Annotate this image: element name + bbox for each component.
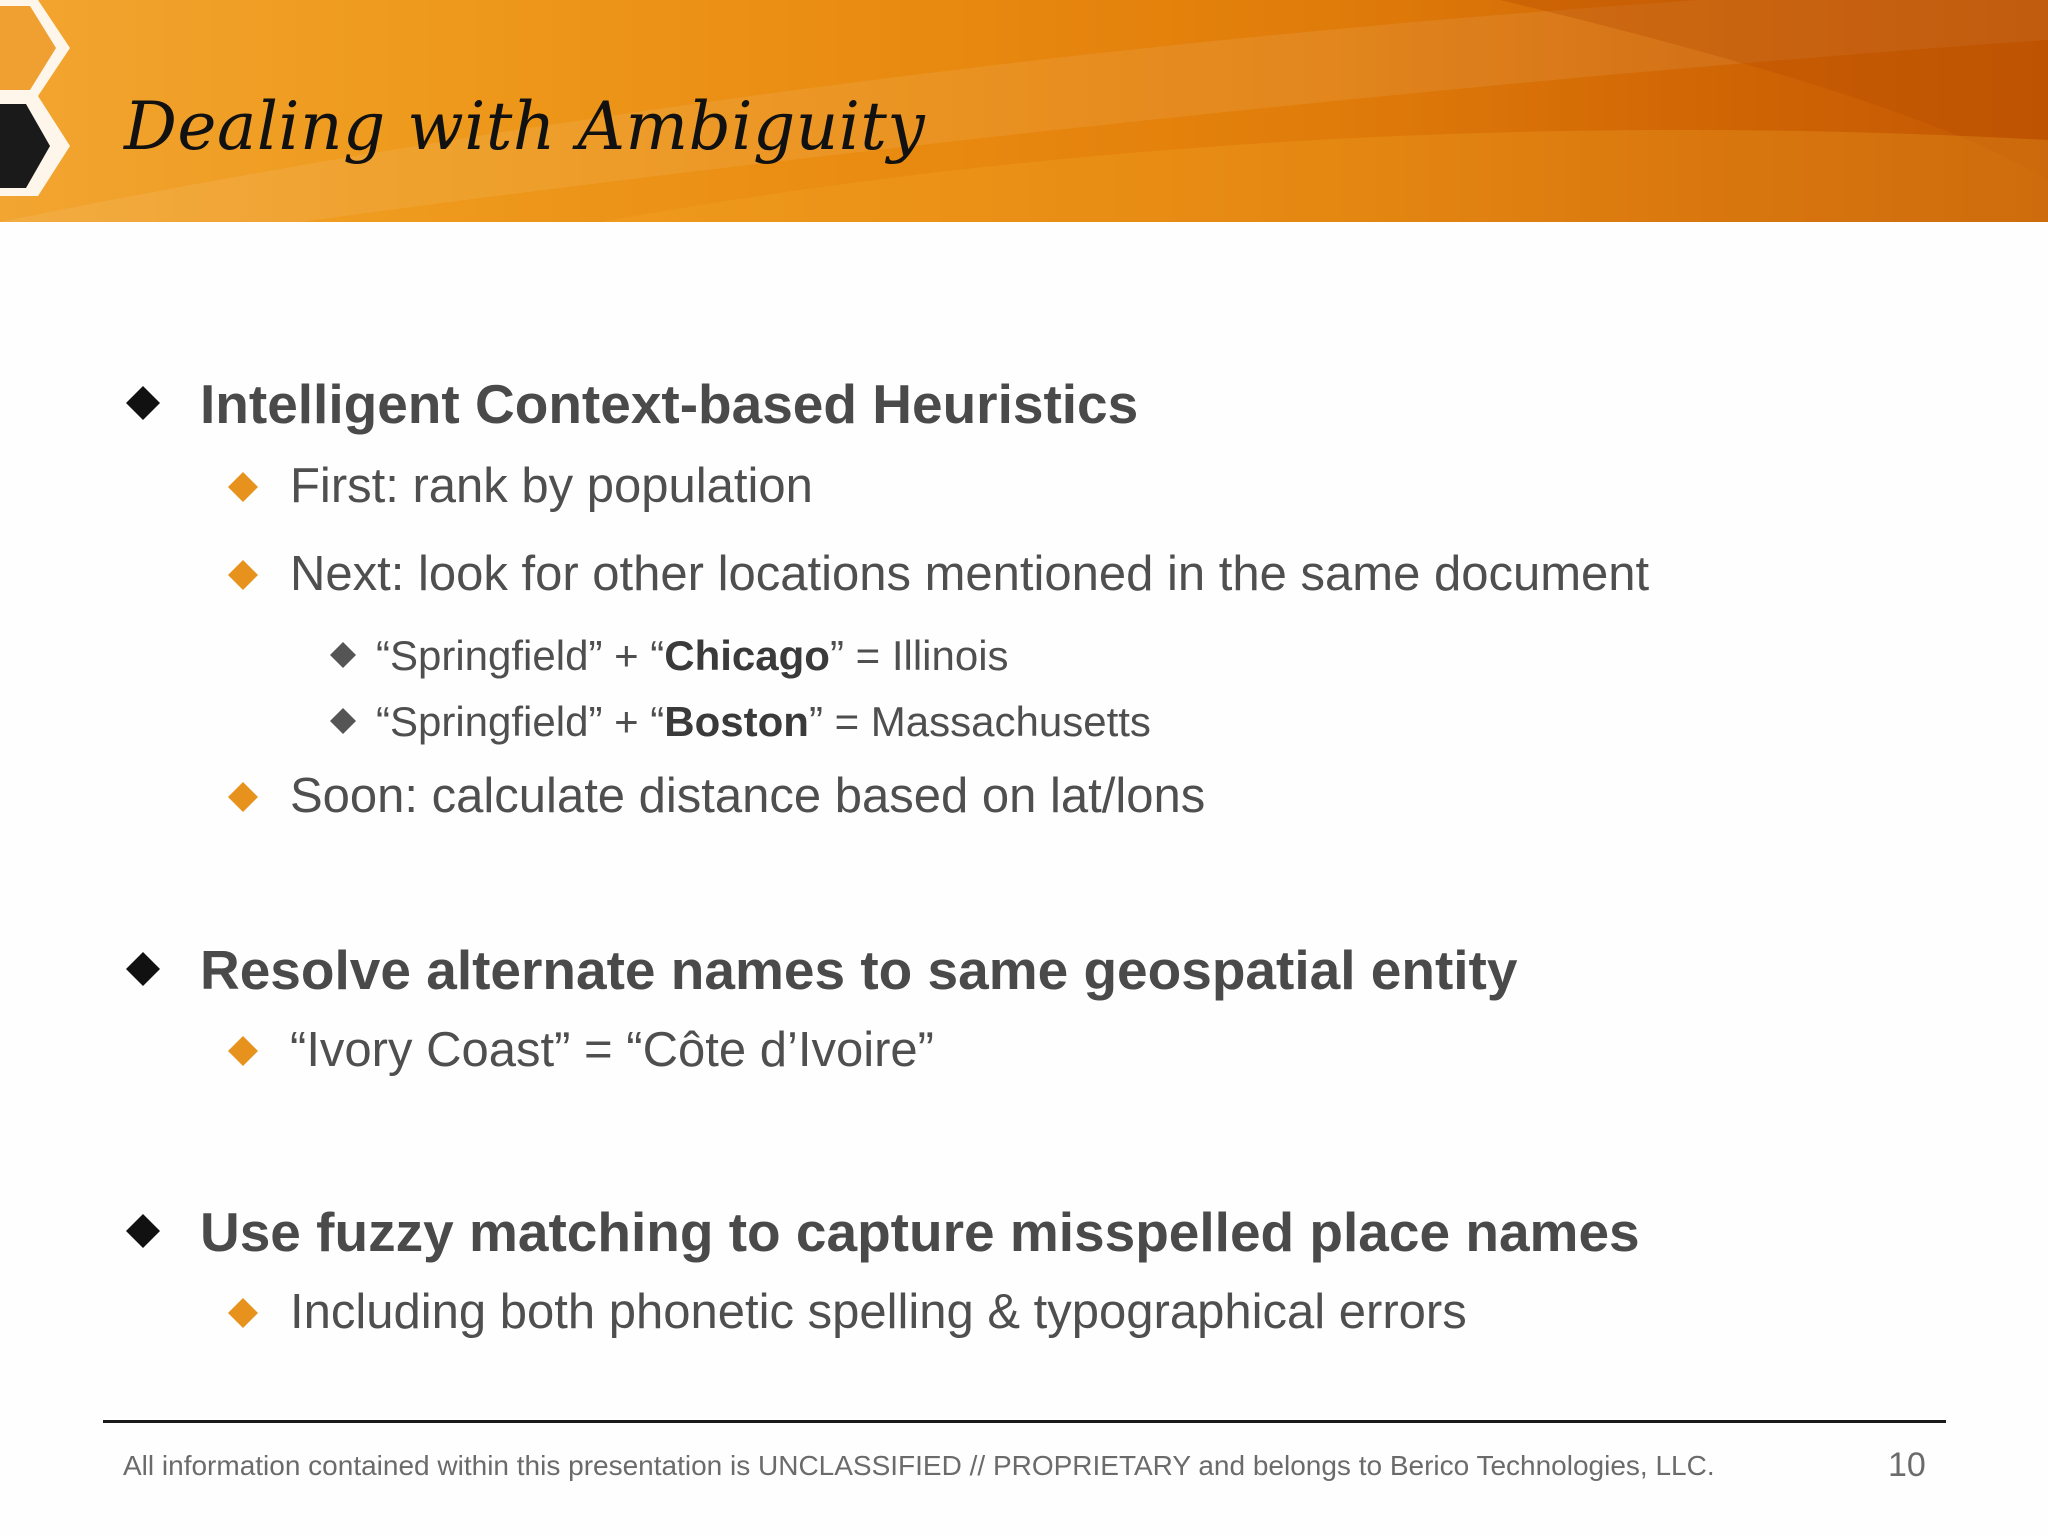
page-number: 10 xyxy=(1888,1446,1926,1484)
orange-diamond-icon xyxy=(226,558,260,592)
orange-diamond-icon xyxy=(226,1296,260,1330)
sub-bullet-chicago xyxy=(376,632,1009,680)
sub-bullet-chicago-post: ” = Illinois xyxy=(829,632,1009,679)
section-heading-fuzzy-matching: Use fuzzy matching to capture misspelled place names xyxy=(200,1201,1640,1263)
bullet-soon-distance: Soon: calculate distance based on lat/lons xyxy=(290,769,1206,823)
footer-notice: All information contained within this presentation is UNCLASSIFIED // PROPRIETARY and belongs to Berico Technologies, LLC. xyxy=(123,1450,1715,1481)
gray-diamond-icon xyxy=(328,640,358,670)
orange-diamond-icon xyxy=(226,470,260,504)
sub-bullet-chicago-bold: Chicago xyxy=(664,632,830,679)
sub-bullet-chicago-pre: “Springfield” + “ xyxy=(376,632,665,679)
header-banner xyxy=(0,0,2048,222)
section-heading-alternate-names: Resolve alternate names to same geospatial entity xyxy=(200,939,1518,1001)
gray-diamond-icon xyxy=(328,706,358,736)
bullet-first-rank: First: rank by population xyxy=(290,459,813,513)
footer-divider xyxy=(103,1420,1946,1423)
sub-bullet-boston xyxy=(376,698,1151,746)
bullet-phonetic-errors: Including both phonetic spelling & typographical errors xyxy=(290,1285,1467,1339)
sub-bullet-boston-pre: “Springfield” + “ xyxy=(376,698,665,745)
black-diamond-icon xyxy=(124,950,162,988)
berico-logo-icon xyxy=(0,0,90,222)
section-heading-heuristics: Intelligent Context-based Heuristics xyxy=(200,373,1139,435)
sub-bullet-boston-post: ” = Massachusetts xyxy=(808,698,1151,745)
bullet-ivory-coast: “Ivory Coast” = “Côte d’Ivoire” xyxy=(290,1023,934,1077)
black-diamond-icon xyxy=(124,384,162,422)
sub-bullet-boston-bold: Boston xyxy=(664,698,809,745)
slide-title: Dealing with Ambiguity xyxy=(124,88,926,165)
bullet-next-locations: Next: look for other locations mentioned in the same document xyxy=(290,547,1650,601)
orange-diamond-icon xyxy=(226,780,260,814)
orange-diamond-icon xyxy=(226,1034,260,1068)
black-diamond-icon xyxy=(124,1212,162,1250)
